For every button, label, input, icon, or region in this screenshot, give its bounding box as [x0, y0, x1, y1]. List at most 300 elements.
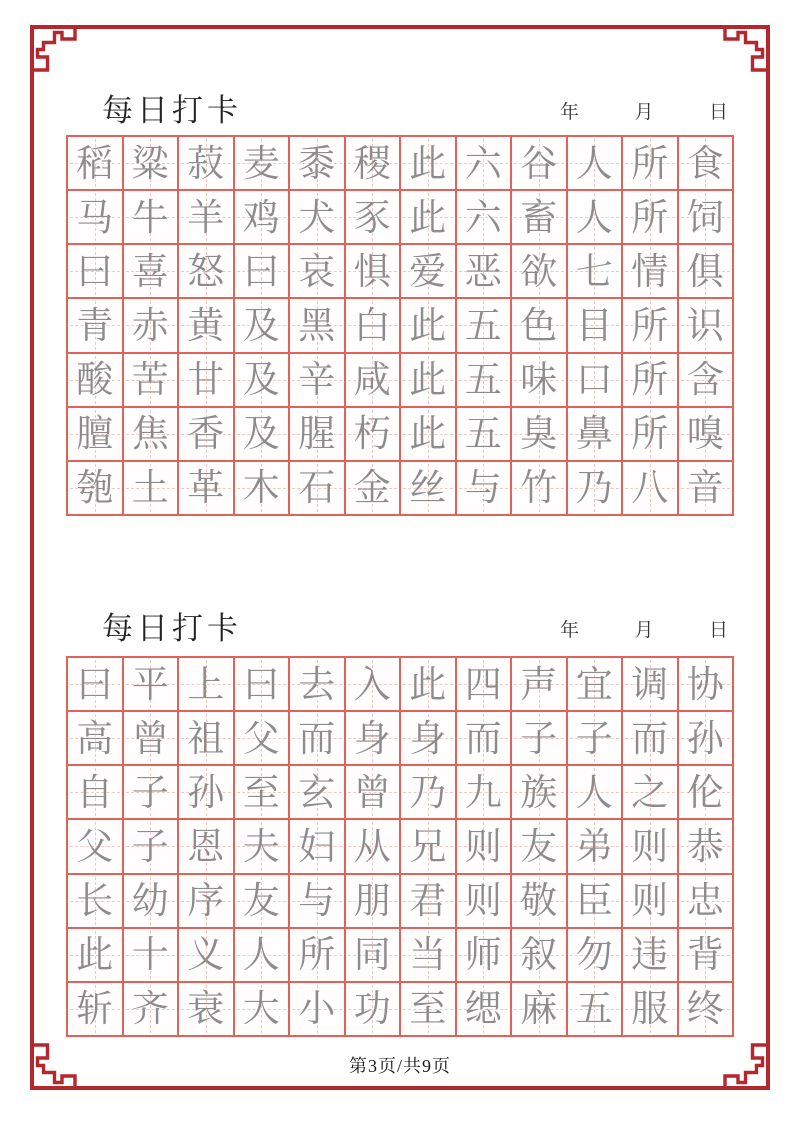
- practice-character: 乃: [409, 770, 447, 814]
- practice-character: 自: [76, 770, 114, 814]
- grid-cell: [123, 353, 179, 407]
- grid-cell: [622, 657, 678, 711]
- practice-character: 喜: [131, 249, 169, 293]
- grid-cell: [67, 190, 123, 244]
- grid-cell: [678, 244, 734, 298]
- grid-cell: [400, 982, 456, 1036]
- grid-cell: [511, 136, 567, 190]
- grid-cell: [178, 136, 234, 190]
- grid-cell: [511, 819, 567, 873]
- grid-cell: [123, 407, 179, 461]
- practice-character: 与: [298, 879, 336, 923]
- practice-character: 人: [575, 141, 613, 185]
- grid-cell: [289, 711, 345, 765]
- year-label: 年: [560, 101, 580, 123]
- practice-character: 友: [242, 879, 280, 923]
- practice-character: 匏: [76, 466, 114, 510]
- grid-cell: [456, 711, 512, 765]
- grid-cell: [289, 244, 345, 298]
- grid-cell: [678, 461, 734, 515]
- practice-character: 曰: [242, 249, 280, 293]
- grid-cell: [234, 657, 290, 711]
- practice-character: 五: [464, 412, 502, 456]
- grid-cell: [123, 711, 179, 765]
- practice-character: 则: [464, 879, 502, 923]
- practice-character: 曾: [353, 770, 391, 814]
- grid-cell: [345, 982, 401, 1036]
- grid-cell: [622, 136, 678, 190]
- grid-cell: [400, 298, 456, 352]
- grid-cell: [456, 928, 512, 982]
- practice-character: 恩: [187, 824, 225, 868]
- practice-character: 羊: [187, 195, 225, 239]
- grid-cell: [400, 244, 456, 298]
- practice-character: 咸: [353, 358, 391, 402]
- grid-cell: [678, 657, 734, 711]
- date-labels: [560, 615, 728, 642]
- grid-cell: [511, 298, 567, 352]
- grid-cell: [400, 928, 456, 982]
- grid-cell: [289, 353, 345, 407]
- grid-cell: [622, 819, 678, 873]
- grid-cell: [67, 819, 123, 873]
- grid-cell: [400, 819, 456, 873]
- grid-cell: [234, 461, 290, 515]
- grid-cell: [456, 874, 512, 928]
- grid-cell: [123, 982, 179, 1036]
- practice-character: 菽: [187, 141, 225, 185]
- grid-cell: [178, 657, 234, 711]
- practice-character: 食: [686, 141, 724, 185]
- grid-cell: [678, 982, 734, 1036]
- grid-cell: [289, 136, 345, 190]
- practice-character: 所: [631, 195, 669, 239]
- practice-character: 马: [76, 195, 114, 239]
- practice-character: 敬: [520, 879, 558, 923]
- practice-character: 弟: [575, 824, 613, 868]
- grid-cell: [123, 819, 179, 873]
- grid-cell: [567, 461, 623, 515]
- practice-character: 背: [686, 933, 724, 977]
- grid-cell: [400, 711, 456, 765]
- grid-cell: [400, 657, 456, 711]
- practice-character: 饲: [686, 195, 724, 239]
- practice-character: 长: [76, 879, 114, 923]
- practice-character: 与: [464, 466, 502, 510]
- practice-character: 高: [76, 716, 114, 760]
- grid-cell: [622, 461, 678, 515]
- practice-character: 子: [131, 770, 169, 814]
- practice-character: 人: [575, 770, 613, 814]
- month-label: 月: [634, 619, 654, 641]
- grid-cell: [67, 298, 123, 352]
- practice-character: 十: [131, 933, 169, 977]
- grid-cell: [289, 928, 345, 982]
- grid-cell: [123, 657, 179, 711]
- day-label: 日: [708, 619, 728, 641]
- grid-cell: [345, 928, 401, 982]
- grid-cell: [400, 461, 456, 515]
- practice-character: 曾: [131, 716, 169, 760]
- practice-character: 哀: [298, 249, 336, 293]
- practice-character: 赤: [131, 303, 169, 347]
- grid-cell: [678, 353, 734, 407]
- practice-character: 子: [131, 824, 169, 868]
- grid-cell: [678, 136, 734, 190]
- grid-cell: [67, 657, 123, 711]
- grid-cell: [622, 190, 678, 244]
- grid-cell: [456, 461, 512, 515]
- practice-character: 粱: [131, 141, 169, 185]
- practice-character: 牛: [131, 195, 169, 239]
- practice-character: 俱: [686, 249, 724, 293]
- grid-cell: [178, 874, 234, 928]
- practice-character: 此: [409, 358, 447, 402]
- practice-character: 去: [298, 662, 336, 706]
- grid-cell: [234, 765, 290, 819]
- practice-character: 稷: [353, 141, 391, 185]
- grid-cell: [234, 874, 290, 928]
- practice-character: 人: [242, 933, 280, 977]
- grid-cell: [123, 461, 179, 515]
- practice-character: 白: [353, 303, 391, 347]
- grid-cell: [345, 407, 401, 461]
- grid-cell: [345, 461, 401, 515]
- practice-character: 五: [464, 303, 502, 347]
- grid-cell: [67, 982, 123, 1036]
- grid-cell: [622, 353, 678, 407]
- grid-cell: [567, 136, 623, 190]
- grid-cell: [234, 407, 290, 461]
- practice-character: 口: [575, 358, 613, 402]
- practice-character: 而: [298, 716, 336, 760]
- practice-character: 五: [464, 358, 502, 402]
- grid-cell: [622, 765, 678, 819]
- practice-character: 黑: [298, 303, 336, 347]
- grid-cell: [289, 819, 345, 873]
- grid-cell: [67, 874, 123, 928]
- practice-character: 则: [631, 879, 669, 923]
- grid-cell: [511, 190, 567, 244]
- practice-character: 当: [409, 933, 447, 977]
- grid-cell: [567, 657, 623, 711]
- practice-character: 妇: [298, 824, 336, 868]
- practice-character: 含: [686, 358, 724, 402]
- practice-character: 惧: [353, 249, 391, 293]
- grid-cell: [178, 982, 234, 1036]
- practice-character: 夫: [242, 824, 280, 868]
- practice-character: 同: [353, 933, 391, 977]
- grid-cell: [289, 407, 345, 461]
- grid-cell: [234, 819, 290, 873]
- practice-character: 兄: [409, 824, 447, 868]
- section-1-header: [66, 86, 734, 128]
- grid-cell: [123, 190, 179, 244]
- practice-character: 犬: [298, 195, 336, 239]
- grid-cell: [511, 928, 567, 982]
- practice-character: 四: [464, 662, 502, 706]
- practice-character: 人: [575, 195, 613, 239]
- grid-cell: [567, 765, 623, 819]
- grid-cell: [622, 928, 678, 982]
- grid-cell: [678, 874, 734, 928]
- practice-character: 所: [631, 412, 669, 456]
- practice-character: 豕: [353, 195, 391, 239]
- grid-cell: [678, 190, 734, 244]
- practice-character: 则: [464, 824, 502, 868]
- grid-cell: [234, 928, 290, 982]
- practice-character: 忠: [686, 879, 724, 923]
- practice-character: 甘: [187, 358, 225, 402]
- practice-character: 焦: [131, 412, 169, 456]
- grid-cell: [511, 874, 567, 928]
- practice-character: 朽: [353, 412, 391, 456]
- grid-cell: [511, 244, 567, 298]
- grid-cell: [178, 711, 234, 765]
- year-label: 年: [560, 619, 580, 641]
- practice-character: 苦: [131, 358, 169, 402]
- grid-cell: [289, 765, 345, 819]
- section-title: 每日打卡: [102, 92, 242, 129]
- grid-cell: [123, 244, 179, 298]
- practice-character: 所: [631, 303, 669, 347]
- practice-character: 腥: [298, 412, 336, 456]
- practice-character: 所: [631, 141, 669, 185]
- grid-cell: [345, 353, 401, 407]
- grid-cell: [456, 298, 512, 352]
- grid-cell: [678, 819, 734, 873]
- practice-character: 香: [187, 412, 225, 456]
- grid-cell: [345, 711, 401, 765]
- grid-cell: [178, 819, 234, 873]
- practice-character: 木: [242, 466, 280, 510]
- grid-cell: [456, 353, 512, 407]
- grid-cell: [67, 407, 123, 461]
- practice-character: 序: [187, 879, 225, 923]
- grid-cell: [67, 711, 123, 765]
- practice-character: 至: [242, 770, 280, 814]
- practice-character: 平: [131, 662, 169, 706]
- grid-cell: [178, 353, 234, 407]
- grid-cell: [234, 190, 290, 244]
- practice-character: 辛: [298, 358, 336, 402]
- practice-character: 入: [353, 662, 391, 706]
- grid-cell: [511, 711, 567, 765]
- practice-character: 斩: [76, 987, 114, 1031]
- practice-character: 色: [520, 303, 558, 347]
- grid-cell: [67, 136, 123, 190]
- practice-character: 及: [242, 303, 280, 347]
- grid-cell: [67, 461, 123, 515]
- grid-cell: [234, 711, 290, 765]
- grid-cell: [678, 765, 734, 819]
- grid-cell: [289, 298, 345, 352]
- practice-character: 至: [409, 987, 447, 1031]
- grid-cell: [678, 298, 734, 352]
- grid-cell: [123, 765, 179, 819]
- practice-character: 青: [76, 303, 114, 347]
- grid-cell: [622, 982, 678, 1036]
- practice-character: 衰: [187, 987, 225, 1031]
- practice-character: 协: [686, 662, 724, 706]
- grid-cell: [567, 874, 623, 928]
- practice-character: 及: [242, 358, 280, 402]
- grid-cell: [678, 711, 734, 765]
- practice-character: 而: [464, 716, 502, 760]
- practice-character: 膻: [76, 412, 114, 456]
- practice-character: 恶: [464, 249, 502, 293]
- practice-character: 叙: [520, 933, 558, 977]
- grid-cell: [622, 244, 678, 298]
- day-label: 日: [708, 101, 728, 123]
- practice-character: 父: [242, 716, 280, 760]
- practice-character: 土: [131, 466, 169, 510]
- grid-cell: [400, 353, 456, 407]
- grid-cell: [456, 765, 512, 819]
- practice-character: 八: [631, 466, 669, 510]
- grid-cell: [178, 244, 234, 298]
- practice-character: 石: [298, 466, 336, 510]
- grid-cell: [234, 353, 290, 407]
- practice-character: 子: [520, 716, 558, 760]
- practice-character: 黍: [298, 141, 336, 185]
- grid-cell: [178, 928, 234, 982]
- grid-cell: [400, 190, 456, 244]
- grid-cell: [456, 407, 512, 461]
- practice-character: 义: [187, 933, 225, 977]
- grid-cell: [178, 190, 234, 244]
- practice-character: 功: [353, 987, 391, 1031]
- grid-cell: [622, 711, 678, 765]
- practice-character: 身: [353, 716, 391, 760]
- grid-cell: [345, 190, 401, 244]
- grid-cell: [178, 461, 234, 515]
- grid-cell: [622, 407, 678, 461]
- practice-character: 而: [631, 716, 669, 760]
- grid-cell: [456, 136, 512, 190]
- grid-cell: [456, 244, 512, 298]
- practice-character: 稻: [76, 141, 114, 185]
- grid-cell: [123, 874, 179, 928]
- practice-character: 玄: [298, 770, 336, 814]
- practice-character: 友: [520, 824, 558, 868]
- practice-character: 小: [298, 987, 336, 1031]
- practice-character: 丝: [409, 466, 447, 510]
- practice-character: 孙: [187, 770, 225, 814]
- grid-cell: [234, 982, 290, 1036]
- practice-character: 勿: [575, 933, 613, 977]
- practice-character: 怒: [187, 249, 225, 293]
- practice-character: 目: [575, 303, 613, 347]
- grid-cell: [456, 657, 512, 711]
- grid-cell: [289, 874, 345, 928]
- fret-corner-ornament-icon: [33, 28, 83, 78]
- grid-cell: [567, 190, 623, 244]
- practice-character: 此: [409, 195, 447, 239]
- practice-character: 鼻: [575, 412, 613, 456]
- grid-cell: [123, 136, 179, 190]
- grid-cell: [289, 657, 345, 711]
- section-2-header: [66, 604, 734, 646]
- practice-character: 金: [353, 466, 391, 510]
- grid-cell: [234, 298, 290, 352]
- practice-character: 所: [298, 933, 336, 977]
- practice-character: 畜: [520, 195, 558, 239]
- grid-cell: [400, 407, 456, 461]
- practice-character: 五: [575, 987, 613, 1031]
- practice-character: 宜: [575, 662, 613, 706]
- practice-character: 祖: [187, 716, 225, 760]
- grid-cell: [123, 298, 179, 352]
- practice-character: 身: [409, 716, 447, 760]
- grid-cell: [678, 407, 734, 461]
- grid-cell: [511, 353, 567, 407]
- grid-cell: [123, 928, 179, 982]
- practice-character: 情: [631, 249, 669, 293]
- grid-cell: [678, 928, 734, 982]
- practice-character: 臣: [575, 879, 613, 923]
- grid-cell: [234, 136, 290, 190]
- grid-cell: [567, 928, 623, 982]
- grid-cell: [345, 244, 401, 298]
- practice-character: 六: [464, 141, 502, 185]
- practice-character: 此: [409, 141, 447, 185]
- practice-grid-2: [66, 656, 734, 1037]
- grid-cell: [345, 819, 401, 873]
- practice-character: 此: [409, 412, 447, 456]
- practice-character: 鸡: [242, 195, 280, 239]
- grid-cell: [178, 407, 234, 461]
- practice-character: 则: [631, 824, 669, 868]
- practice-character: 酸: [76, 358, 114, 402]
- practice-character: 恭: [686, 824, 724, 868]
- practice-character: 齐: [131, 987, 169, 1031]
- grid-cell: [622, 298, 678, 352]
- practice-grid-1: [66, 135, 734, 516]
- practice-character: 嗅: [686, 412, 724, 456]
- grid-cell: [567, 819, 623, 873]
- practice-character: 曰: [76, 662, 114, 706]
- practice-character: 族: [520, 770, 558, 814]
- practice-character: 竹: [520, 466, 558, 510]
- grid-cell: [345, 765, 401, 819]
- grid-cell: [567, 711, 623, 765]
- grid-cell: [289, 982, 345, 1036]
- grid-cell: [178, 765, 234, 819]
- grid-cell: [456, 982, 512, 1036]
- grid-cell: [456, 190, 512, 244]
- grid-cell: [178, 298, 234, 352]
- grid-cell: [400, 874, 456, 928]
- date-labels: [560, 97, 728, 124]
- grid-cell: [345, 136, 401, 190]
- grid-cell: [289, 461, 345, 515]
- grid-cell: [511, 407, 567, 461]
- grid-cell: [400, 136, 456, 190]
- grid-cell: [511, 657, 567, 711]
- practice-character: 味: [520, 358, 558, 402]
- practice-character: 此: [409, 662, 447, 706]
- practice-character: 黄: [187, 303, 225, 347]
- grid-cell: [345, 657, 401, 711]
- grid-cell: [345, 298, 401, 352]
- practice-character: 所: [631, 358, 669, 402]
- grid-cell: [67, 928, 123, 982]
- practice-character: 九: [464, 770, 502, 814]
- grid-cell: [567, 298, 623, 352]
- grid-cell: [567, 353, 623, 407]
- practice-character: 师: [464, 933, 502, 977]
